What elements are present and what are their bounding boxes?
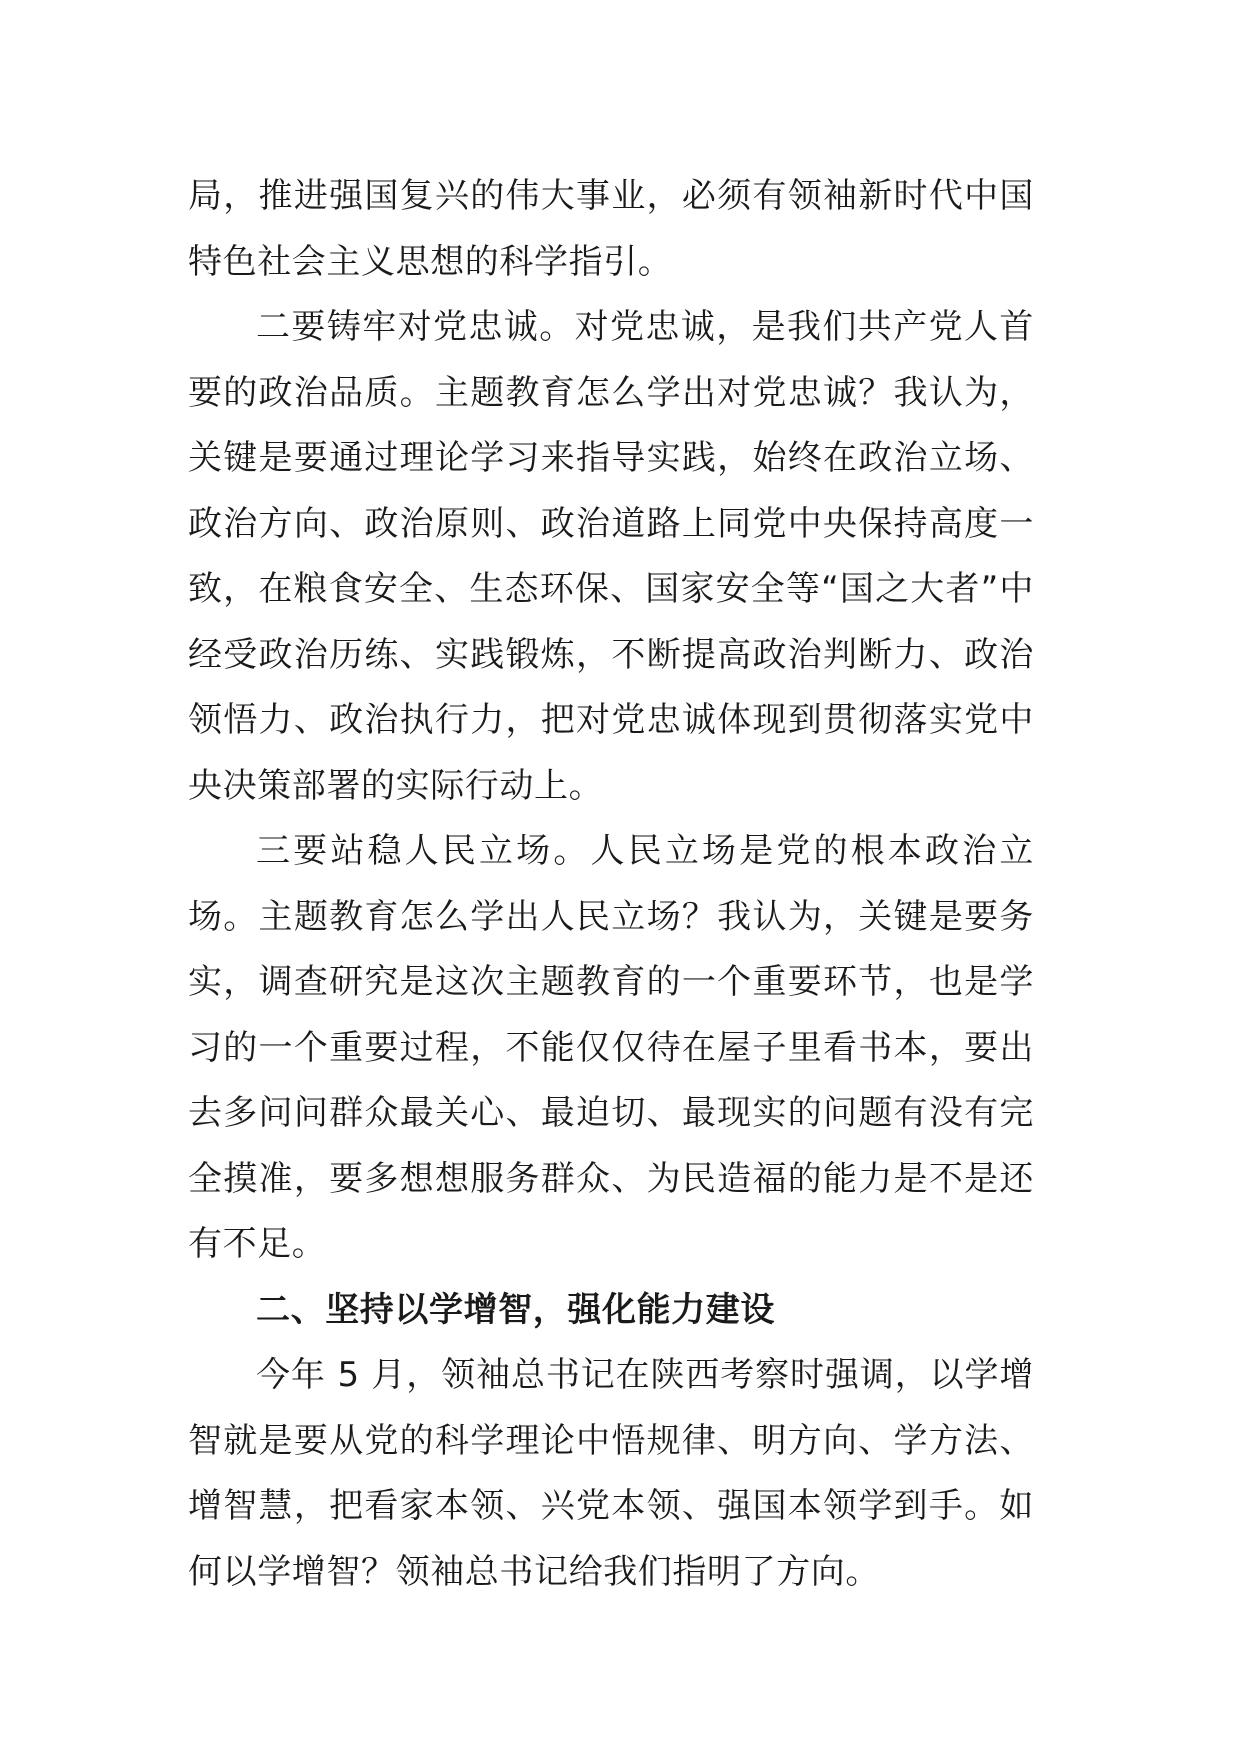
paragraph-learning-wisdom: 今年 5 月，领袖总书记在陕西考察时强调，以学增智就是要从党的科学理论中悟规律、明方向、学方法、增智慧，把看家本领、兴党本领、强国本领学到手。如何以学增智？领袖总书记给我们指明了方向。: [188, 1355, 1034, 1592]
section-heading: 二、坚持以学增智，强化能力建设: [256, 1289, 775, 1330]
paragraph-continuation: 局，推进强国复兴的伟大事业，必须有领袖新时代中国特色社会主义思想的科学指引。: [188, 176, 1034, 282]
paragraph-people-stance: 三要站稳人民立场。人民立场是党的根本政治立场。主题教育怎么学出人民立场？我认为，关键是要务实，调查研究是这次主题教育的一个重要环节，也是学习的一个重要过程，不能仅仅待在屋子里看书本，要出去多问问群众最关心、最迫切、最现实的问题有没有完全摸准，要多想想服务群众、为民造福的能力是不是还有不足。: [188, 831, 1034, 1264]
paragraph-party-loyalty: 二要铸牢对党忠诚。对党忠诚，是我们共产党人首要的政治品质。主题教育怎么学出对党忠诚？我认为，关键是要通过理论学习来指导实践，始终在政治立场、政治方向、政治原则、政治道路上同党中央保持高度一致，在粮食安全、生态环保、国家安全等“国之大者”中经受政治历练、实践锻炼，不断提高政治判断力、政治领悟力、政治执行力，把对党忠诚体现到贯彻落实党中央决策部署的实际行动上。: [188, 307, 1034, 806]
document-body: [188, 164, 1034, 1605]
